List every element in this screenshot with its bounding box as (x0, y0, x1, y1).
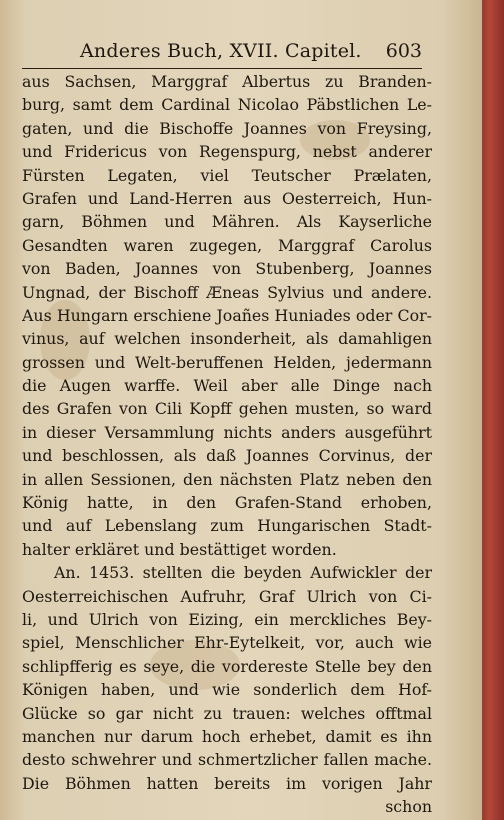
text-line: Glücke so gar nicht zu trauen: welches offtmal (22, 703, 432, 723)
text-line-paragraph-start: An. 1453. stellten die beyden Aufwickler der (54, 563, 432, 583)
text-line: manchen nur darum hoch erhebet, damit es ihn (22, 726, 432, 746)
text-line: von Baden, Joannes von Stubenberg, Joannes (22, 259, 432, 279)
text-line: burg, samt dem Cardinal Nicolao Päbstlichen Le- (22, 95, 432, 115)
text-line: li, und Ulrich von Eizing, ein merckliches Bey- (22, 609, 432, 629)
text-line-paragraph-end: halter erkläret und bestättiget worden. (22, 539, 337, 559)
body-text (22, 70, 432, 819)
running-head: Anderes Buch, XVII. Capitel. (80, 40, 362, 62)
text-line: des Grafen von Cili Kopff gehen musten, so ward (22, 399, 432, 419)
text-line: Fürsten Legaten, viel Teutscher Prælaten, (22, 165, 432, 185)
page-header (22, 38, 422, 69)
text-line: Grafen und Land-Herren aus Oesterreich, Hun- (22, 188, 432, 208)
page-number: 603 (385, 40, 422, 62)
book-cover-edge (482, 0, 504, 820)
text-line: in dieser Versammlung nichts anders ausgeführt (22, 422, 432, 442)
text-line: desto schwehrer und schmertzlicher fallen mache. (22, 750, 432, 770)
text-line: spiel, Menschlicher Ehr-Eytelkeit, vor, auch wie (22, 633, 432, 653)
text-line: grossen und Welt-beruffenen Helden, jedermann (22, 352, 432, 372)
catchword: schon (385, 797, 432, 817)
text-line: und Fridericus von Regenspurg, nebst anderer (22, 142, 432, 162)
text-line: in allen Sessionen, den nächsten Platz neben den (22, 469, 432, 489)
text-line: und auf Lebenslang zum Hungarischen Stadt- (22, 516, 432, 536)
text-line: Die Böhmen hatten bereits im vorigen Jahr (22, 773, 432, 793)
text-line: die Augen warffe. Weil aber alle Dinge nach (22, 376, 432, 396)
text-line: schlipfferig es seye, die vordereste Stelle bey den (22, 656, 432, 676)
text-line: Gesandten waren zugegen, Marggraf Carolus (22, 235, 432, 255)
text-line: Königen haben, und wie sonderlich dem Hof- (22, 680, 432, 700)
text-line: garn, Böhmen und Mähren. Als Kayserliche (22, 212, 432, 232)
text-line: und beschlossen, als daß Joannes Corvinus, der (22, 446, 432, 466)
text-line: gaten, und die Bischoffe Joannes von Freysing, (22, 118, 432, 138)
text-line: vinus, auf welchen insonderheit, als damahligen (22, 329, 432, 349)
text-line: Oesterreichischen Aufruhr, Graf Ulrich von Ci- (22, 586, 432, 606)
text-line: Aus Hungarn erschiene Joañes Huniades oder Cor- (22, 305, 432, 325)
text-line: König hatte, in den Grafen-Stand erhoben, (22, 493, 432, 513)
text-line: Ungnad, der Bischoff Æneas Sylvius und andere. (22, 282, 432, 302)
text-line: aus Sachsen, Marggraf Albertus zu Branden- (22, 72, 432, 91)
